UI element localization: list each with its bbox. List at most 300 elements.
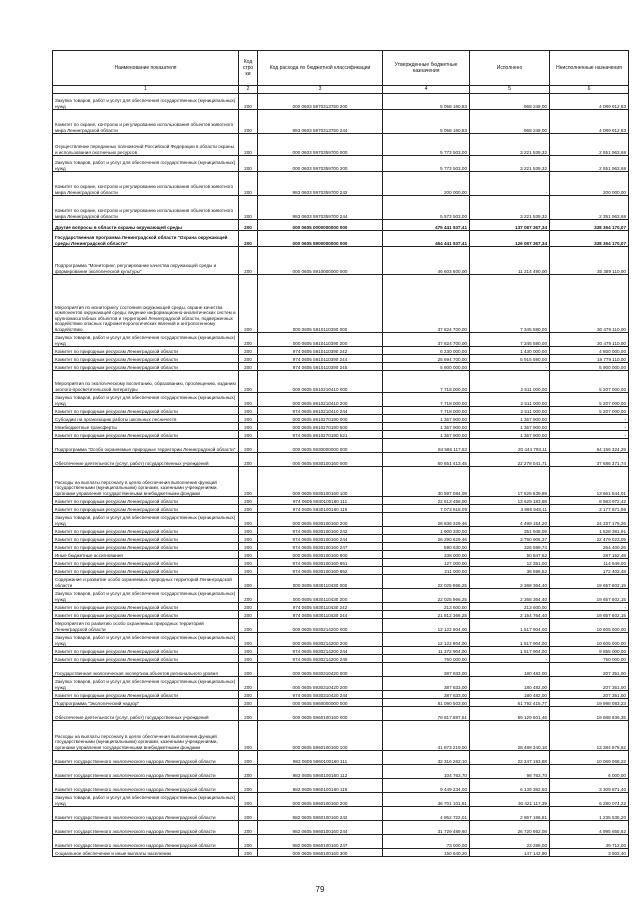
indicator-name-cell: Закупка товаров, работ и услуг для обеспечения государственных (муниципальных) нужд (53, 793, 239, 807)
unexecuted-amount-cell: 64 156 324,29 (550, 439, 629, 453)
executed-amount-cell: 3 221 539,32 (470, 196, 550, 220)
table-row (53, 505, 629, 513)
indicator-name-cell: Субсидии на организацию работы школьных лесничеств (53, 415, 239, 423)
table-row (53, 647, 629, 655)
budget-code-cell: 000 0603 5970313760 200 (258, 94, 383, 110)
indicator-name-cell: Закупка товаров, работ и услуг для обеспечения государственных (муниципальных) нужд (53, 333, 239, 347)
line-code-cell: 200 (239, 721, 258, 751)
unexecuted-amount-cell: 5 900 000,00 (550, 363, 629, 371)
budget-code-cell: 000 0605 5930100160 800 (258, 551, 383, 559)
budget-code-cell: 974 0605 5930100160 119 (258, 505, 383, 513)
line-code-cell: 200 (239, 677, 258, 691)
indicator-name-cell: Иные бюджетные ассигнования (53, 551, 239, 559)
executed-amount-cell: 50 847,62 (470, 551, 550, 559)
unexecuted-amount-cell: 1 235 535,20 (550, 807, 629, 821)
approved-amount-cell: 32 316 262,10 (383, 751, 470, 765)
unexecuted-amount-cell: 4 995 655,62 (550, 821, 629, 835)
budget-code-cell: 974 0605 5930100160 851 (258, 559, 383, 567)
indicator-name-cell: Содержание и развитие особо охраняемых природных территорий Ленинградской области (53, 575, 239, 589)
indicator-name-cell: Комитет государственного экологического надзора Ленинградской области (53, 751, 239, 765)
unexecuted-amount-cell: 338 354 170,07 (550, 231, 629, 247)
indicator-name-cell: Социальное обеспечение и иные выплаты населению (53, 849, 239, 857)
unexecuted-amount-cell: 30 479 110,00 (550, 275, 629, 333)
line-code-cell: 200 (239, 807, 258, 821)
indicator-name-cell: Межбюджетные трансферты (53, 423, 239, 431)
budget-code-cell: 974 0605 5930214200 245 (258, 655, 383, 663)
unexecuted-amount-cell: 5 207 000,00 (550, 393, 629, 407)
line-code-cell: 200 (239, 513, 258, 527)
line-code-cell: 200 (239, 220, 258, 231)
table-row (53, 355, 629, 363)
table-row (53, 134, 629, 156)
approved-amount-cell: 84 586 117,53 (383, 439, 470, 453)
indicator-name-cell: Закупка товаров, работ и услуг для обеспечения государственных (муниципальных) нужд (53, 94, 239, 110)
table-row (53, 603, 629, 611)
budget-code-cell: 974 0605 5930100160 247 (258, 543, 383, 551)
indicator-name-cell: Закупка товаров, работ и услуг для обеспечения государственных (муниципальных) нужд (53, 677, 239, 691)
line-code-cell: 200 (239, 691, 258, 699)
table-row (53, 691, 629, 699)
table-row (53, 793, 629, 807)
budget-code-cell: 000 0605 5910110390 000 (258, 275, 383, 333)
line-code-cell: 200 (239, 407, 258, 415)
executed-amount-cell: 2 368 364,40 (470, 575, 550, 589)
table-row (53, 513, 629, 527)
indicator-name-cell: Комитет по природным ресурсам Ленинградской области (53, 355, 239, 363)
budget-code-cell: 000 0605 5910210410 200 (258, 393, 383, 407)
budget-code-cell: 000 0605 5930110430 000 (258, 575, 383, 589)
column-number: 2 (239, 86, 258, 94)
budget-code-cell: 000 0605 5930310420 200 (258, 677, 383, 691)
budget-code-cell: 974 0605 5910110390 245 (258, 363, 383, 371)
executed-amount-cell: - (470, 363, 550, 371)
unexecuted-amount-cell: 172 403,48 (550, 567, 629, 575)
approved-amount-cell: 1 900 330,00 (383, 527, 470, 535)
executed-amount-cell: 326 599,74 (470, 543, 550, 551)
budget-code-cell: 982 0605 5960100160 242 (258, 807, 383, 821)
approved-amount-cell: 213 600,00 (383, 603, 470, 611)
unexecuted-amount-cell: 49 712,00 (550, 835, 629, 849)
table-row (53, 677, 629, 691)
budget-code-cell: 000 0605 5930000000 000 (258, 439, 383, 453)
table-row (53, 543, 629, 551)
executed-amount-cell: 22 278 041,71 (470, 453, 550, 467)
unexecuted-amount-cell: 9 855 000,00 (550, 647, 629, 655)
page-number: 79 (315, 885, 325, 894)
table-row (53, 551, 629, 559)
executed-amount-cell: 26 720 952,08 (470, 821, 550, 835)
table-row (53, 371, 629, 393)
line-code-cell: 200 (239, 110, 258, 134)
line-code-cell: 200 (239, 497, 258, 505)
executed-amount-cell: 1 357 900,00 (470, 415, 550, 423)
header-unexecuted: Неисполненные назначения (550, 51, 629, 86)
approved-amount-cell: 5 573 503,00 (383, 196, 470, 220)
executed-amount-cell: - (470, 655, 550, 663)
indicator-name-cell: Комитет государственного экологического надзора Ленинградской области (53, 765, 239, 779)
budget-code-cell: 983 0603 5970359700 242 (258, 172, 383, 196)
executed-amount-cell: 180 482,00 (470, 663, 550, 677)
unexecuted-amount-cell: - (550, 415, 629, 423)
unexecuted-amount-cell: - (550, 423, 629, 431)
unexecuted-amount-cell: 114 649,00 (550, 559, 629, 567)
budget-code-cell: 000 0605 5960100160 000 (258, 707, 383, 721)
indicator-name-cell: Комитет по природным ресурсам Ленинградской области (53, 559, 239, 567)
approved-amount-cell: 104 763,70 (383, 765, 470, 779)
indicator-name-cell: Мероприятия по развитию особо охраняемых природных территорий Ленинградской области (53, 619, 239, 633)
approved-amount-cell: 475 441 537,41 (383, 220, 470, 231)
table-row (53, 415, 629, 423)
indicator-name-cell: Расходы на выплаты персоналу в целях обеспечения выполнения функций государственными (муниципальными) органами, казенными учреждениями, органами управления государственными внебюджетными фондами (53, 721, 239, 751)
budget-code-cell: 000 0605 5930100160 000 (258, 453, 383, 467)
unexecuted-amount-cell: 207 351,00 (550, 677, 629, 691)
indicator-name-cell: Мероприятия по мониторингу состояния окружающей среды, охране качества компонентов окружающей среды, ведение информационно-аналитических систем и крупномасштабных объектов и территорий Ленинградской области, подверженных воздействию опасных гидрометеорологических явлений и антропогенному воздействию (53, 275, 239, 333)
table-header-row (53, 51, 629, 86)
budget-code-cell: 000 0605 5910000000 000 (258, 247, 383, 275)
line-code-cell: 200 (239, 231, 258, 247)
executed-amount-cell: 11 214 490,00 (470, 247, 550, 275)
unexecuted-amount-cell: 2 551 963,68 (550, 156, 629, 172)
unexecuted-amount-cell: 207 351,00 (550, 691, 629, 699)
line-code-cell: 200 (239, 663, 258, 677)
unexecuted-amount-cell: 37 686 371,74 (550, 453, 629, 467)
approved-amount-cell: 387 833,00 (383, 663, 470, 677)
line-code-cell: 200 (239, 751, 258, 765)
approved-amount-cell: 36 701 101,61 (383, 793, 470, 807)
line-code-cell: 200 (239, 333, 258, 347)
indicator-name-cell: Комитет по природным ресурсам Ленинградской области (53, 543, 239, 551)
table-row (53, 699, 629, 707)
budget-code-cell: 000 0605 5930310420 000 (258, 663, 383, 677)
executed-amount-cell: 23 288,00 (470, 835, 550, 849)
executed-amount-cell: 351 948,09 (470, 527, 550, 535)
line-code-cell: 200 (239, 543, 258, 551)
executed-amount-cell: 59 129 601,46 (470, 707, 550, 721)
line-code-cell: 200 (239, 779, 258, 793)
budget-code-cell: 000 0605 5960100160 200 (258, 793, 383, 807)
unexecuted-amount-cell: 19 779 110,00 (550, 355, 629, 363)
budget-code-cell: 000 0605 5960000000 000 (258, 699, 383, 707)
unexecuted-amount-cell: 19 998 083,23 (550, 699, 629, 707)
indicator-name-cell: Комитет по природным ресурсам Ленинградской области (53, 603, 239, 611)
approved-amount-cell: 21 812 366,25 (383, 611, 470, 619)
header-indicator-name: Наименование показателя (53, 51, 239, 86)
indicator-name-cell: Закупка товаров, работ и услуг для обеспечения государственных (муниципальных) нужд (53, 589, 239, 603)
line-code-cell: 200 (239, 647, 258, 655)
budget-code-cell: 000 0605 5930214200 200 (258, 633, 383, 647)
table-row (53, 453, 629, 467)
table-row (53, 347, 629, 355)
executed-amount-cell: 30 421 117,39 (470, 793, 550, 807)
line-code-cell: 200 (239, 589, 258, 603)
line-code-cell: 200 (239, 535, 258, 543)
approved-amount-cell: 5 900 000,00 (383, 363, 470, 371)
column-number: 6 (550, 86, 629, 94)
table-row (53, 589, 629, 603)
executed-amount-cell: 22 247 193,88 (470, 751, 550, 765)
line-code-cell: 200 (239, 134, 258, 156)
approved-amount-cell: 7 718 000,00 (383, 393, 470, 407)
budget-code-cell: 974 0605 5910110390 244 (258, 355, 383, 363)
indicator-name-cell: Комитет по природным ресурсам Ленинградской области (53, 647, 239, 655)
line-code-cell: 200 (239, 765, 258, 779)
line-code-cell: 200 (239, 835, 258, 849)
indicator-name-cell: Мероприятия по экологическому воспитанию, образованию, просвещению, изданию эколого-просветительской литературы (53, 371, 239, 393)
line-code-cell: 200 (239, 415, 258, 423)
table-row (53, 407, 629, 415)
approved-amount-cell: 5 058 160,83 (383, 94, 470, 110)
indicator-name-cell: Комитет по природным ресурсам Ленинградской области (53, 505, 239, 513)
header-budget-code: Код расхода по бюджетной классификации (258, 51, 383, 86)
line-code-cell: 200 (239, 196, 258, 220)
executed-amount-cell: 1 517 904,00 (470, 647, 550, 655)
budget-code-cell: 000 0605 5960100160 300 (258, 849, 383, 857)
line-code-cell: 200 (239, 821, 258, 835)
table-row (53, 535, 629, 543)
unexecuted-amount-cell: 2 351 963,68 (550, 196, 629, 220)
budget-code-cell: 982 0605 5960100160 111 (258, 751, 383, 765)
table-row (53, 611, 629, 619)
table-row (53, 231, 629, 247)
unexecuted-amount-cell: 4 089 912,83 (550, 94, 629, 110)
line-code-cell: 200 (239, 551, 258, 559)
budget-code-cell: 982 0605 5960100160 119 (258, 779, 383, 793)
executed-amount-cell: 2 154 764,40 (470, 611, 550, 619)
approved-amount-cell: 1 357 900,00 (383, 415, 470, 423)
approved-amount-cell: 12 122 904,00 (383, 633, 470, 647)
approved-amount-cell: 30 597 084,09 (383, 467, 470, 497)
approved-amount-cell: 750 000,00 (383, 655, 470, 663)
unexecuted-amount-cell: 3 503,40 (550, 849, 629, 857)
table-row (53, 196, 629, 220)
executed-amount-cell: 17 525 539,89 (470, 467, 550, 497)
unexecuted-amount-cell: 24 337 175,26 (550, 513, 629, 527)
line-code-cell: 200 (239, 439, 258, 453)
executed-amount-cell: 38 596,52 (470, 567, 550, 575)
unexecuted-amount-cell: 10 605 000,00 (550, 619, 629, 633)
table-row (53, 94, 629, 110)
executed-amount-cell: 98 763,70 (470, 765, 550, 779)
approved-amount-cell: 37 824 700,00 (383, 275, 470, 333)
unexecuted-amount-cell: 35 389 110,00 (550, 247, 629, 275)
budget-code-cell: 974 0605 5930100160 242 (258, 527, 383, 535)
table-row (53, 275, 629, 333)
table-row (53, 559, 629, 567)
approved-amount-cell: 41 873 219,00 (383, 721, 470, 751)
executed-amount-cell: 20 444 793,11 (470, 439, 550, 453)
approved-amount-cell: 211 000,00 (383, 567, 470, 575)
table-row (53, 110, 629, 134)
unexecuted-amount-cell: 6 000,00 (550, 765, 629, 779)
table-row (53, 156, 629, 172)
executed-amount-cell: 126 087 367,34 (470, 231, 550, 247)
budget-code-cell: 974 0605 5910110390 242 (258, 347, 383, 355)
executed-amount-cell: 3 790 906,37 (470, 535, 550, 543)
approved-amount-cell: 7 718 000,00 (383, 371, 470, 393)
executed-amount-cell: 3 895 948,11 (470, 505, 550, 513)
indicator-name-cell: Комитет по природным ресурсам Ленинградской области (53, 497, 239, 505)
indicator-name-cell: Обеспечение деятельности (услуг, работ) государственных учреждений (53, 707, 239, 721)
indicator-name-cell: Обеспечение деятельности (услуг, работ) государственных учреждений (53, 453, 239, 467)
line-code-cell: 200 (239, 355, 258, 363)
table-row (53, 835, 629, 849)
indicator-name-cell: Комитет по природным ресурсам Ленинградской области (53, 527, 239, 535)
indicator-name-cell: Комитет государственного экологического надзора Ленинградской области (53, 821, 239, 835)
executed-amount-cell: 180 482,00 (470, 677, 550, 691)
table-row (53, 821, 629, 835)
indicator-name-cell: Комитет государственного экологического надзора Ленинградской области (53, 835, 239, 849)
approved-amount-cell: 46 603 600,00 (383, 247, 470, 275)
executed-amount-cell: 5 915 590,00 (470, 355, 550, 363)
table-row (53, 431, 629, 439)
budget-code-cell: 974 0605 5910210410 244 (258, 407, 383, 415)
unexecuted-amount-cell: 6 280 074,22 (550, 793, 629, 807)
budget-code-cell: 974 0605 5910270190 521 (258, 431, 383, 439)
budget-code-cell: 000 0605 5910110390 200 (258, 333, 383, 347)
budget-code-cell: 974 0605 5930110430 244 (258, 611, 383, 619)
executed-amount-cell: 1 430 000,00 (470, 347, 550, 355)
executed-amount-cell: 180 482,00 (470, 691, 550, 699)
budget-code-cell: 982 0605 5960100160 247 (258, 835, 383, 849)
unexecuted-amount-cell: 2 551 963,68 (550, 134, 629, 156)
approved-amount-cell: 1 357 900,00 (383, 423, 470, 431)
table-body (53, 94, 629, 857)
table-row (53, 527, 629, 535)
approved-amount-cell: 590 630,00 (383, 543, 470, 551)
column-number: 4 (383, 86, 470, 94)
indicator-name-cell: Государственная программа Ленинградской области "Охрана окружающей среды Ленинградской области" (53, 231, 239, 247)
executed-amount-cell: 2 511 000,00 (470, 407, 550, 415)
line-code-cell: 200 (239, 793, 258, 807)
approved-amount-cell: 60 651 413,45 (383, 453, 470, 467)
column-number: 1 (53, 86, 239, 94)
approved-amount-cell: 26 290 629,46 (383, 535, 470, 543)
approved-amount-cell: 1 357 900,00 (383, 431, 470, 439)
table-row (53, 721, 629, 751)
unexecuted-amount-cell: 1 528 381,91 (550, 527, 629, 535)
executed-amount-cell: 6 139 382,60 (470, 779, 550, 793)
executed-amount-cell: 213 600,00 (470, 603, 550, 611)
approved-amount-cell: 37 824 700,00 (383, 333, 470, 347)
header-executed: Исполнено (470, 51, 550, 86)
indicator-name-cell: Комитет по охране, контролю и регулированию использования объектов животного мира Ленинградской области (53, 110, 239, 134)
unexecuted-amount-cell: 10 069 068,22 (550, 751, 629, 765)
executed-amount-cell: 61 792 415,77 (470, 699, 550, 707)
executed-amount-cell: 7 345 590,00 (470, 333, 550, 347)
unexecuted-amount-cell: 3 177 671,98 (550, 505, 629, 513)
executed-amount-cell: 968 248,00 (470, 110, 550, 134)
table-row (53, 247, 629, 275)
approved-amount-cell: 338 000,00 (383, 551, 470, 559)
budget-code-cell: 983 0603 5970359700 244 (258, 196, 383, 220)
indicator-name-cell: Подпрограмма "Мониторинг, регулирование качества окружающей среды и формирование экологической культуры" (53, 247, 239, 275)
unexecuted-amount-cell: 22 479 023,09 (550, 535, 629, 543)
budget-code-cell: 000 0605 5930214200 000 (258, 619, 383, 633)
table-row (53, 497, 629, 505)
line-code-cell: 200 (239, 699, 258, 707)
executed-amount-cell: 2 867 186,81 (470, 807, 550, 821)
table-row (53, 807, 629, 821)
table-row (53, 567, 629, 575)
executed-amount-cell: 2 368 364,40 (470, 589, 550, 603)
indicator-name-cell: Комитет государственного экологического надзора Ленинградской области (53, 807, 239, 821)
budget-code-cell: 000 0605 5960100160 100 (258, 721, 383, 751)
approved-amount-cell: 9 449 234,00 (383, 779, 470, 793)
table-row (53, 363, 629, 371)
table-row (53, 765, 629, 779)
executed-amount-cell: 1 357 900,00 (470, 431, 550, 439)
line-code-cell: 200 (239, 172, 258, 196)
table-row (53, 849, 629, 857)
table-row (53, 707, 629, 721)
executed-amount-cell: 137 087 367,34 (470, 220, 550, 231)
approved-amount-cell: 7 073 618,09 (383, 505, 470, 513)
budget-code-cell: 000 0605 0000000000 000 (258, 220, 383, 231)
executed-amount-cell: 28 488 340,18 (470, 721, 550, 751)
approved-amount-cell: 73 000,00 (383, 835, 470, 849)
line-code-cell: 200 (239, 849, 258, 857)
indicator-name-cell: Другие вопросы в области охраны окружающей среды (53, 220, 239, 231)
budget-code-cell: 000 0603 5970359700 000 (258, 134, 383, 156)
approved-amount-cell: 78 817 887,61 (383, 707, 470, 721)
budget-code-cell: 000 0605 5910270190 000 (258, 415, 383, 423)
line-code-cell: 200 (239, 371, 258, 393)
line-code-cell: 200 (239, 247, 258, 275)
unexecuted-amount-cell: 750 000,00 (550, 655, 629, 663)
line-code-cell: 200 (239, 467, 258, 497)
table-row (53, 393, 629, 407)
executed-amount-cell: 1 517 904,00 (470, 619, 550, 633)
executed-amount-cell: 13 629 183,88 (470, 497, 550, 505)
unexecuted-amount-cell: 338 354 170,07 (550, 220, 629, 231)
line-code-cell: 200 (239, 611, 258, 619)
line-code-cell: 200 (239, 94, 258, 110)
table-row (53, 663, 629, 677)
approved-amount-cell: 4 952 722,01 (383, 807, 470, 821)
budget-code-cell: 000 0605 5900000000 000 (258, 231, 383, 247)
indicator-name-cell: Закупка товаров, работ и услуг для обеспечения государственных (муниципальных) нужд (53, 633, 239, 647)
header-approved: Утвержденные бюджетные назначения (383, 51, 470, 86)
approved-amount-cell: 22 025 966,25 (383, 589, 470, 603)
indicator-name-cell: Комитет по охране, контролю и регулированию использования объектов животного мира Ленинградской области (53, 172, 239, 196)
unexecuted-amount-cell: 4 089 912,83 (550, 110, 629, 134)
unexecuted-amount-cell: 5 207 000,00 (550, 371, 629, 393)
unexecuted-amount-cell: 200 000,00 (550, 172, 629, 196)
table-row (53, 423, 629, 431)
table-row (53, 439, 629, 453)
indicator-name-cell: Комитет по природным ресурсам Ленинградской области (53, 407, 239, 415)
unexecuted-amount-cell: 264 400,26 (550, 543, 629, 551)
approved-amount-cell: 22 613 456,00 (383, 497, 470, 505)
approved-amount-cell: 7 718 000,00 (383, 407, 470, 415)
indicator-name-cell: Комитет государственного экологического надзора Ленинградской области (53, 779, 239, 793)
line-code-cell: 200 (239, 423, 258, 431)
approved-amount-cell: 22 025 966,25 (383, 575, 470, 589)
approved-amount-cell: 12 122 904,00 (383, 619, 470, 633)
executed-amount-cell: 1 517 904,00 (470, 633, 550, 647)
header-line-code: Код стро ки (239, 51, 258, 86)
unexecuted-amount-cell: 13 661 544,01 (550, 467, 629, 497)
approved-amount-cell: 5 773 503,00 (383, 134, 470, 156)
unexecuted-amount-cell: 8 983 972,42 (550, 497, 629, 505)
line-code-cell: 200 (239, 559, 258, 567)
budget-code-cell: 974 0605 5930100160 111 (258, 497, 383, 505)
unexecuted-amount-cell: 19 657 602,15 (550, 589, 629, 603)
budget-code-cell: 000 0605 5930100160 100 (258, 467, 383, 497)
line-code-cell: 200 (239, 275, 258, 333)
budget-code-cell: 974 0605 5930100160 852 (258, 567, 383, 575)
line-code-cell: 200 (239, 363, 258, 371)
